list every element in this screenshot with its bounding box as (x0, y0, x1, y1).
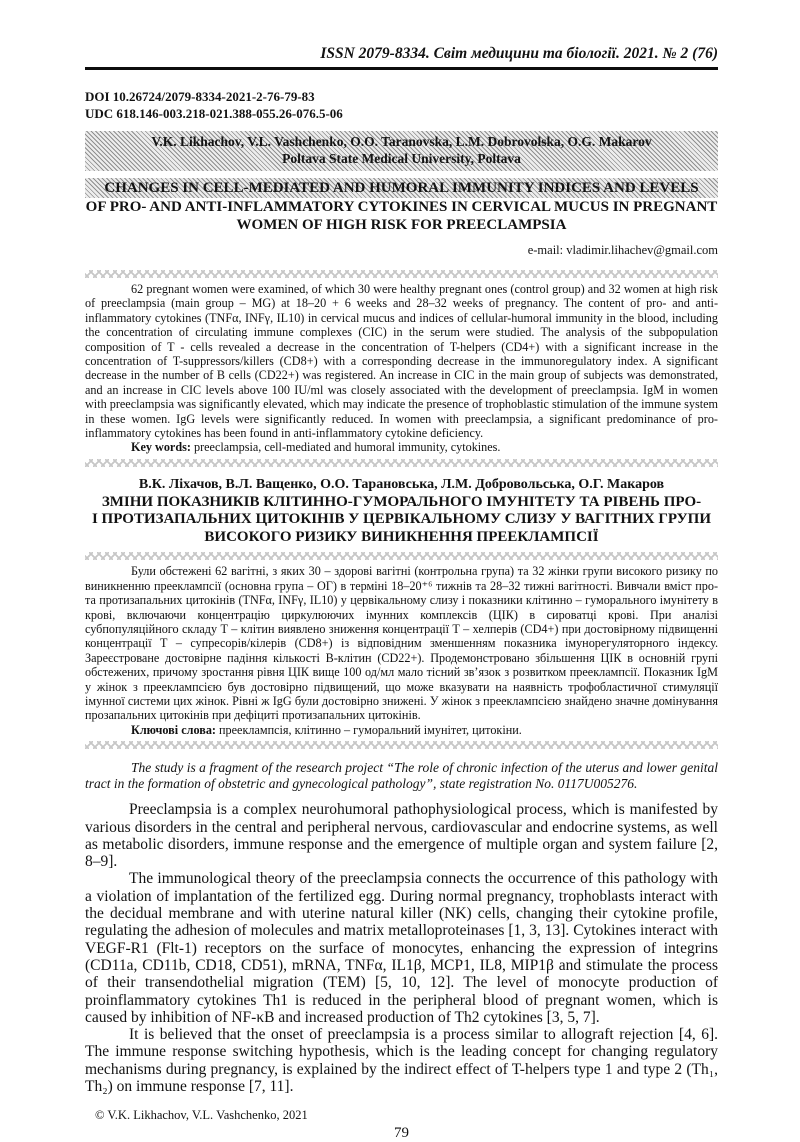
abstract-en-text: 62 pregnant women were examined, of which 30 were healthy pregnant ones (control group) and 32 women at high risk of preeclampsia (main group – MG) at 18–20 + 6 weeks and 28–32 weeks of pregnancy. The content of pro- and anti-inflammatory cytokines (TNFα, INFγ, IL10) in cervical mucus and indices of cellular-humoral immunity in the blood, including the concentration of circulating immune complexes (CIC) in the serum were studied. The analysis of the subpopulation composition of T - cells revealed a decrease in the concentration of T-helpers (CD4+) with a significant increase in the concentration of T-suppressors/killers (CD8+) with a corresponding decrease in the immunoregulatory index. A significant decrease in the number of B cells (CD22+) was registered. An increase in CIC in the main group of subjects was demonstrated, and an increase in CIC levels above 100 IU/ml was closely associated with the development of preeclampsia. IgM in women with preeclampsia was significantly elevated, which may indicate the presence of trophoblastic stimulation of the immune system in these women. IgG levels were significantly reduced. In women with preeclampsia, a significant predominance of pro-inflammatory cytokines has been found in anti-inflammatory cytokine deficiency. (85, 282, 718, 441)
zigzag-divider (85, 552, 718, 560)
doi-line: DOI 10.26724/2079-8334-2021-2-76-79-83 (85, 89, 315, 104)
authors-en: V.K. Likhachov, V.L. Vashchenko, O.O. Taranovska, L.M. Dobrovolska, O.G. Makarov (151, 134, 652, 149)
title-en-line-2: OF PRO- AND ANTI-INFLAMMATORY CYTOKINES IN CERVICAL MUCUS IN PREGNANT (85, 199, 718, 215)
body-paragraph: Preeclampsia is a complex neurohumoral pathophysiological process, which is manifested by various disorders in the central and peripheral nervous, cardiovascular and endocrine systems, as well as metabolic disorders, immune response and the emergence of multiple organ and system failure [2, 8–9]. (85, 801, 718, 871)
article-title-uk (85, 494, 718, 547)
page-content (85, 0, 718, 1142)
title-uk-line-3: ВИСОКОГО РИЗИКУ ВИНИКНЕННЯ ПРЕЕКЛАМПСІЇ (204, 528, 599, 545)
keywords-en-text: preeclampsia, cell-mediated and humoral immunity, cytokines. (190, 440, 501, 455)
research-project-note (85, 760, 718, 792)
article-title-en (85, 178, 718, 234)
keywords-en-label: Key words: (131, 440, 191, 455)
zigzag-divider (85, 741, 718, 749)
keywords-uk (85, 723, 718, 737)
abstract-uk-text: Були обстежені 62 вагітні, з яких 30 – здорові вагітні (контрольна група) та 32 жінки групи високого ризику по виникненню прееклампсії (основна група – ОГ) в терміні 18–20⁺⁶ тижнів та 28–32 тижні вагітності. Вивчали вміст про- та протизапальних цитокінів (TNFα, INFγ, IL10) у цервікальному слизу і показники клітинно – гуморального імунітету в крові, включаючи концентрацію циркулюючих імунних комплексів (ЦІК) в сироватці крові. При аналізі субпопуляційного складу Т – клітин виявлено зниження концентрації Т – хелперів (CD4+) при достовірному підвищенні концентрації Т – супресорів/кілерів (CD8+) із відповідним зменшенням показника імунорегуляторного індексу. Зареєстроване достовірне падіння кількості В-клітин (CD22+). Продемонстровано збільшення ЦІК в основній групі обстежених, причому зростання рівня ЦІК вище 100 од/мл мало тісний зв’язок з розвитком прееклампсії. Показник IgM у жінок з прееклампсією був достовірно підвищений, що може вказувати на наявність трофобластичної стимуляції імунної системи цих жінок. Рівні ж IgG були достовірно знижені. У жінок з прееклампсією знайдено значне домінування прозапальних цитокінів при дефіциті протизапальних цитокінів. (85, 564, 718, 723)
identifiers-block (85, 89, 718, 122)
title-en-line-1: CHANGES IN CELL-MEDIATED AND HUMORAL IMMUNITY INDICES AND LEVELS (85, 178, 718, 198)
keywords-en (85, 440, 718, 454)
body-paragraph: It is believed that the onset of preeclampsia is a process similar to allograft rejection [4, 6]. The immune response switching hypothesis, which is the leading concept for changing regulatory mechanisms during pregnancy, is explained by the indirect effect of T-helpers type 1 and type 2 (Th₁, Th₂) on immune response [7, 11]. (85, 1026, 718, 1095)
page-number: 79 (394, 1125, 409, 1142)
abstract-en (85, 282, 718, 455)
email-line: e-mail: vladimir.lihachev@gmail.com (527, 243, 718, 257)
title-uk-line-1: ЗМІНИ ПОКАЗНИКІВ КЛІТИННО-ГУМОРАЛЬНОГО ІМУНІТЕТУ ТА РІВЕНЬ ПРО- (101, 493, 702, 510)
title-uk-line-2: І ПРОТИЗАПАЛЬНИХ ЦИТОКІНІВ У ЦЕРВІКАЛЬНОМУ СЛИЗУ У ВАГІТНИХ ГРУПИ (91, 511, 712, 528)
authors-band-en (85, 131, 718, 171)
keywords-uk-text: прееклампсія, клітинно – гуморальний імунітет, цитокіни. (215, 722, 522, 737)
copyright-line: © V.K. Likhachov, V.L. Vashchenko, 2021 (95, 1108, 308, 1123)
zigzag-divider (85, 459, 718, 467)
research-project-note-text: The study is a fragment of the research project “The role of chronic infection of the uterus and lower genital tract in the formation of obstetric and gynecological pathology”, state registration No. 0117U005276. (85, 760, 718, 792)
journal-issn-header: ISSN 2079-8334. Світ медицини та біології. 2021. № 2 (76) (85, 0, 718, 70)
udc-line: UDC 618.146-003.218-021.388-055.26-076.5-06 (85, 105, 343, 121)
article-body (85, 801, 718, 1095)
affiliation-en: Poltava State Medical University, Poltava (282, 150, 521, 166)
authors-uk: В.К. Ліхачов, В.Л. Ващенко, О.О. Тарановська, Л.М. Добровольська, О.Г. Макаров (138, 476, 665, 492)
zigzag-divider (85, 270, 718, 278)
body-paragraph: The immunological theory of the preeclampsia connects the occurrence of this pathology with a violation of implantation of the fertilized egg. During normal pregnancy, trophoblasts interact with the decidual membrane and with uterine natural killer (NK) cells, changing their cytokine profile, regulating the adhesion of molecules and matrix metalloproteinases [1, 3, 13]. Cytokines interact with VEGF-R1 (Flt-1) receptors on the surface of monocytes, enhancing the expression of integrins (CD11a, CD11b, CD18, CD51), mRNA, TNFα, IL1β, MCP1, IL8, MIP1β and stimulate the process of their transendothelial migration (TEM) [5, 10, 12]. The level of monocyte production of proinflammatory cytokines Th1 is reduced in the peripheral blood of pregnant women, which is caused by inhibition of NF-κB and increased production of Th2 cytokines [3, 5, 7]. (85, 870, 718, 1026)
title-en-line-3: WOMEN OF HIGH RISK FOR PREECLAMPSIA (236, 217, 567, 233)
keywords-uk-label: Ключові слова: (131, 722, 216, 737)
abstract-uk (85, 564, 718, 737)
